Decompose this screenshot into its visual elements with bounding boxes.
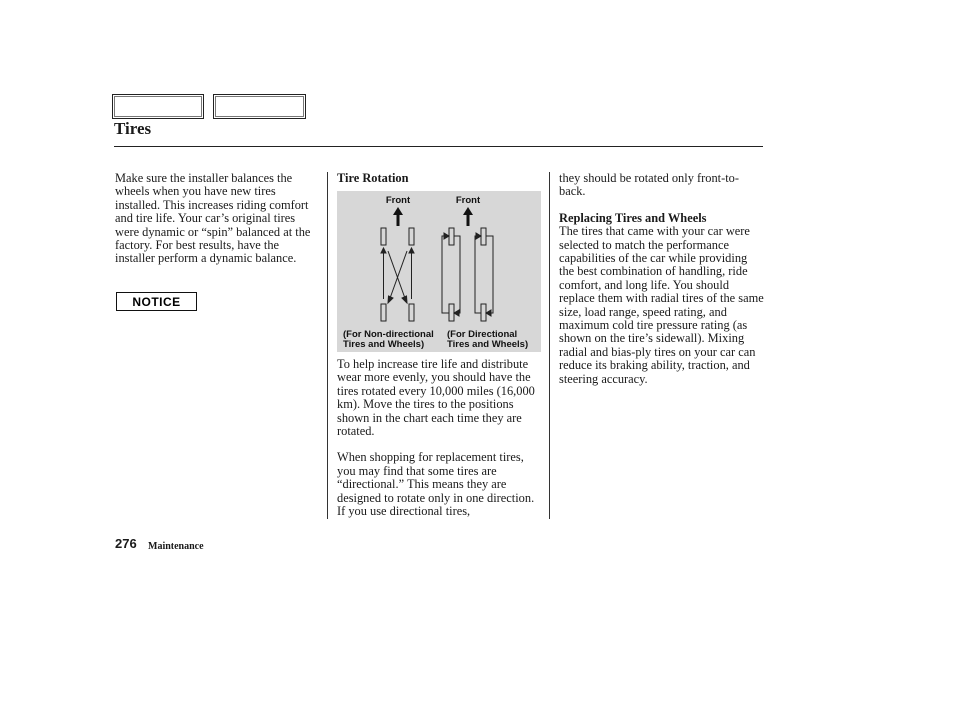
column-2 (337, 172, 542, 185)
page-number: 276 (115, 536, 137, 551)
dir-tire-rear-left (449, 304, 454, 321)
directional-tires (449, 228, 486, 321)
tire-rear-left (381, 304, 386, 321)
caption-non-directional-line2: Tires and Wheels) (343, 339, 425, 350)
nav-tab-box-1[interactable] (112, 94, 204, 119)
tire-rotation-diagram (337, 191, 541, 352)
column-divider-2 (549, 172, 550, 519)
non-directional-tires (381, 228, 414, 321)
column-3 (559, 172, 764, 386)
front-label-left: Front (385, 195, 411, 206)
dir-tire-front-left (449, 228, 454, 245)
tire-front-left (381, 228, 386, 245)
non-directional-arrows (381, 248, 414, 303)
section-name: Maintenance (148, 541, 204, 552)
replacing-tires-paragraph: The tires that came with your car were selected to match the performance capabilities of the car while providing the best combination of handling, ride comfort, and long life. You should replace them with radial tires of the same size, load range, speed rating, and maximum cold tire pressure rating (as shown on the tire’s sidewall). Mixing radial and bias-ply tires on your car can reduce its braking ability, traction, and steering accuracy. (559, 224, 764, 386)
tire-rotation-heading: Tire Rotation (337, 171, 409, 185)
notice-label: NOTICE (132, 294, 181, 309)
balance-paragraph: Make sure the installer balances the wheels when you have new tires installed. This increases riding comfort and tire life. Your car’s original tires were dynamic or “spin” balanced at the factory. For best results, have the installer perform a dynamic balance. (115, 171, 311, 266)
title-rule (114, 146, 763, 147)
column-divider-1 (327, 172, 328, 519)
page-title: Tires (114, 119, 152, 138)
nav-tab-box-2[interactable] (213, 94, 306, 119)
front-arrow-right (463, 207, 473, 226)
front-to-back-paragraph: they should be rotated only front-to-back. (559, 171, 739, 199)
caption-non-directional-line1: (For Non-directional (343, 329, 434, 340)
dir-tire-front-right (481, 228, 486, 245)
column-2-body (337, 358, 542, 518)
tire-front-right (409, 228, 414, 245)
dir-tire-rear-right (481, 304, 486, 321)
front-label-right: Front (455, 195, 481, 206)
replacing-tires-heading: Replacing Tires and Wheels (559, 210, 707, 225)
tire-rear-right (409, 304, 414, 321)
rotation-diagram-svg (337, 191, 541, 352)
column-1 (115, 172, 320, 266)
front-arrow-left (393, 207, 403, 226)
caption-directional-line1: (For Directional (447, 329, 518, 340)
rotation-paragraph: To help increase tire life and distribute wear more evenly, you should have the tires rotated every 10,000 miles (16,000 km). Move the tires to the positions shown in the chart each time they are rotated. (337, 357, 535, 439)
notice-box (116, 292, 197, 311)
caption-directional-line2: Tires and Wheels) (447, 339, 529, 350)
directional-paragraph: When shopping for replacement tires, you may find that some tires are “directional.” This means they are designed to rotate only in one direction. If you use directional tires, (337, 450, 535, 519)
